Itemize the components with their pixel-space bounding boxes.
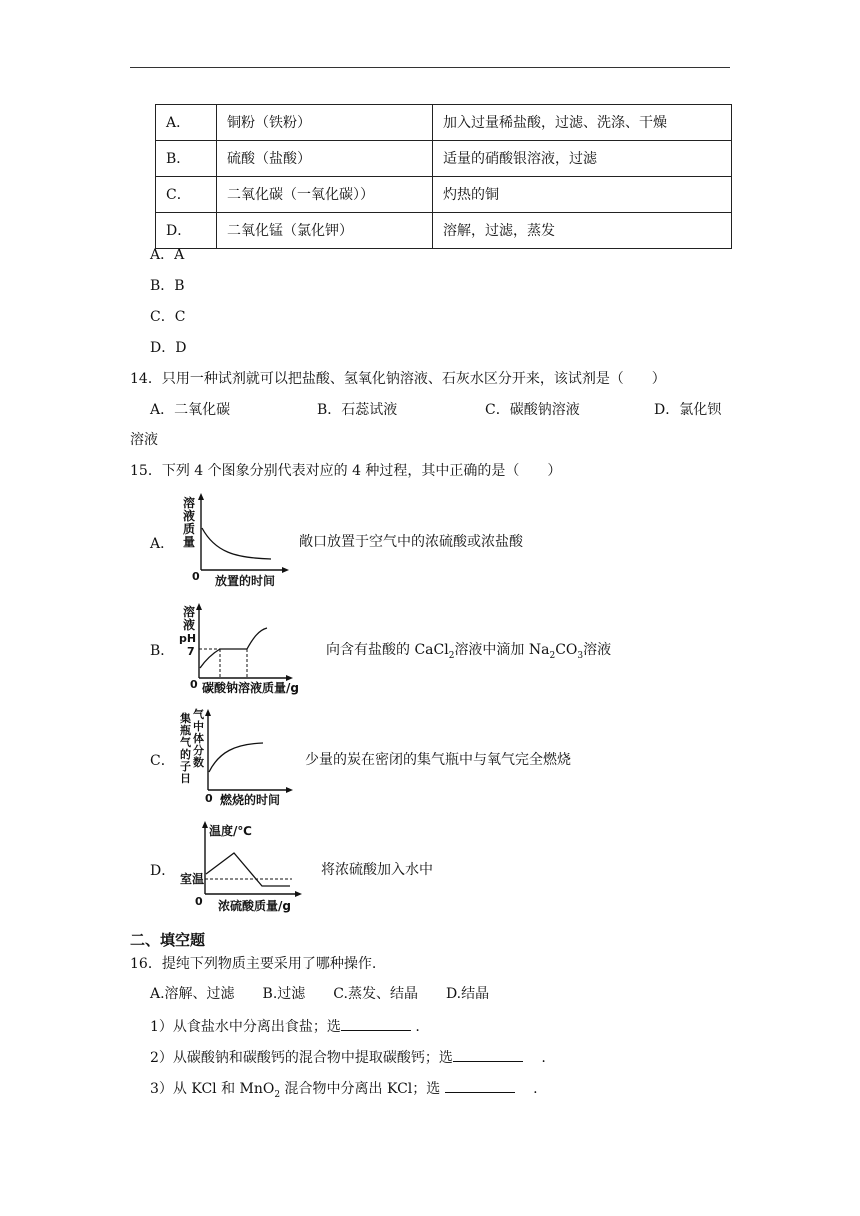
q15-option-d-label[interactable]: D． [150, 863, 176, 879]
y-label-char: 液 [183, 509, 196, 523]
q15-option-a-desc: 敞口放置于空气中的浓硫酸或浓盐酸 [299, 534, 523, 550]
row-method: 加入过量稀盐酸，过滤、洗涤、干燥 [433, 105, 732, 141]
graph-d [178, 818, 318, 918]
origin-label: 0 [190, 678, 198, 691]
x-arrow [282, 567, 289, 573]
row-label: B． [156, 141, 217, 177]
graph-a [175, 490, 295, 590]
y-label-char: 日 [180, 772, 191, 785]
y-arrow [196, 603, 202, 610]
y-label-char: 数 [193, 756, 204, 769]
y-arrow [198, 493, 204, 500]
origin-label: 0 [205, 792, 213, 805]
row-method: 溶解，过滤，蒸发 [433, 213, 732, 249]
table-row [156, 177, 732, 213]
y-arrow [202, 821, 208, 828]
x-axis-label: 碳酸钠溶液质量/g [202, 681, 299, 695]
origin-label: 0 [192, 570, 200, 583]
row-substance: 二氧化碳（一氧化碳）） [217, 177, 433, 213]
row-substance: 二氧化锰（氯化钾） [217, 213, 433, 249]
q15-option-c-label[interactable]: C． [150, 753, 175, 769]
answer-blank[interactable] [445, 1078, 515, 1093]
curve [200, 628, 267, 668]
x-arrow [286, 787, 293, 793]
answer-blank[interactable] [453, 1047, 523, 1062]
answer-blank[interactable] [341, 1016, 411, 1031]
q15-stem: 15．下列 4 个图象分别代表对应的 4 种过程，其中正确的是（ ） [130, 463, 562, 479]
y-label-char: 的 [180, 748, 191, 761]
curve [202, 528, 271, 559]
y-label-char: 气 [193, 708, 204, 721]
table-row [156, 213, 732, 249]
y-label-char: 集 [180, 712, 191, 725]
q16-part-1: 1）从食盐水中分离出食盐；选 . [150, 1016, 420, 1036]
q16-part-2: 2）从碳酸钠和碳酸钙的混合物中提取碳酸钙；选 . [150, 1047, 546, 1067]
curve [209, 743, 263, 772]
q13-choice-d[interactable]: D．D [150, 340, 187, 356]
q16-options: A.溶解、过滤 B.过滤 C.蒸发、结晶 D.结晶 [150, 986, 490, 1002]
x-arrow [295, 891, 302, 897]
table-row [156, 141, 732, 177]
q14-choice-d-continued: 溶液 [130, 432, 158, 448]
graph-c [175, 706, 305, 812]
y-label-char: 子 [180, 760, 191, 773]
y-label-char: 中 [193, 720, 204, 733]
curve [206, 853, 290, 886]
graph-b [175, 600, 320, 700]
origin-label: 0 [195, 895, 203, 908]
q15-option-d-desc: 将浓硫酸加入水中 [321, 862, 433, 878]
q16-stem: 16．提纯下列物质主要采用了哪种操作. [130, 956, 377, 972]
y-label-char: 溶 [183, 605, 196, 619]
row-method: 灼热的铜 [433, 177, 732, 213]
y-label-char: 体 [193, 732, 204, 745]
q14-choice-d[interactable]: D．氯化钡 [654, 402, 722, 418]
q15-option-b-label[interactable]: B． [150, 643, 175, 659]
section-heading: 二、填空题 [130, 931, 206, 949]
row-method: 适量的硝酸银溶液，过滤 [433, 141, 732, 177]
y-label-char: 质 [183, 522, 196, 536]
row-substance: 硫酸（盐酸） [217, 141, 433, 177]
row-label: A． [156, 105, 217, 141]
x-axis-label: 燃烧的时间 [220, 793, 281, 807]
row-label: C． [156, 177, 217, 213]
q16-part-3: 3）从 KCl 和 MnO$_2$ 混合物中分离出 KCl；选 . [150, 1078, 538, 1104]
y-axis-label: 温度/℃ [209, 824, 252, 838]
q13-choice-c[interactable]: C．C [150, 309, 186, 325]
y-label-char: 瓶 [180, 724, 191, 737]
y-label-char: 气 [180, 736, 191, 749]
q15-option-c-desc: 少量的炭在密闭的集气瓶中与氧气完全燃烧 [305, 752, 571, 768]
y-tick-label: 7 [187, 645, 195, 658]
options-table [155, 104, 732, 249]
x-axis-label: 放置的时间 [215, 574, 276, 588]
q13-choice-a[interactable]: A．A [150, 247, 185, 263]
y-label-char: 液 [183, 618, 196, 632]
q14-stem: 14．只用一种试剂就可以把盐酸、氢氧化钠溶液、石灰水区分开来，该试剂是（ ） [130, 371, 666, 387]
y-reference-label: 室温 [180, 872, 205, 886]
q13-choice-b[interactable]: B．B [150, 278, 185, 294]
q15-option-b-desc: 向含有盐酸的 CaCl$_2$溶液中滴加 $Na_2CO_3$溶液 [326, 642, 612, 661]
y-label-char: 量 [183, 535, 196, 549]
q14-choice-a[interactable]: A．二氧化碳 [150, 402, 231, 418]
header-rule [130, 67, 730, 68]
y-arrow [205, 709, 211, 716]
q15-option-a-label[interactable]: A． [150, 536, 175, 552]
q14-choice-b[interactable]: B．石蕊试液 [317, 402, 398, 418]
y-label-char: 分 [193, 744, 204, 757]
y-label-char: 溶 [183, 496, 196, 510]
q14-choice-c[interactable]: C．碳酸钠溶液 [485, 402, 580, 418]
table-row [156, 105, 732, 141]
y-label-char: pH [179, 632, 197, 645]
x-axis-label: 浓硫酸质量/g [218, 899, 291, 913]
row-substance: 铜粉（铁粉） [217, 105, 433, 141]
row-label: D． [156, 213, 217, 249]
